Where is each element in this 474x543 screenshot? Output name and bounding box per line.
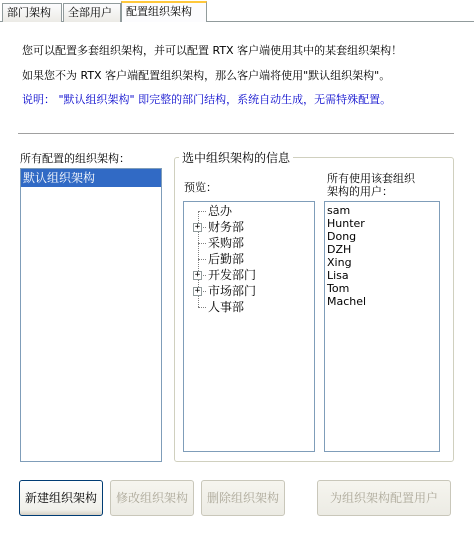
users-label-line-1: 所有使用该套组织 [327, 172, 415, 185]
preview-label: 预览： [184, 181, 217, 194]
intro-line-2: 如果您不为 RTX 客户端配置组织架构，那么客户端将使用"默认组织架构"。 [22, 69, 391, 82]
delete-structure-button[interactable]: 删除组织架构 [201, 480, 285, 516]
tab-strip [0, 0, 474, 22]
tree-node-label: 采购部 [208, 236, 245, 250]
structure-users-listbox[interactable] [324, 201, 440, 452]
user-item[interactable]: Machel [327, 295, 367, 308]
new-structure-button[interactable]: 新建组织架构 [19, 480, 103, 516]
tree-node-logistics[interactable] [188, 251, 308, 267]
info-group-title: 选中组织架构的信息 [179, 149, 293, 166]
user-item[interactable]: Lisa [327, 269, 349, 282]
tree-node-label: 后勤部 [208, 252, 245, 266]
structure-preview-tree[interactable] [183, 201, 315, 452]
tree-node-general-office[interactable] [188, 203, 308, 219]
tree-node-finance[interactable] [188, 219, 308, 235]
tree-node-hr[interactable] [188, 299, 308, 315]
expand-plus-icon[interactable]: + [194, 270, 201, 280]
tree-node-label: 市场部门 [208, 284, 257, 298]
tab-all-users[interactable]: 全部用户 [63, 3, 121, 22]
edit-structure-button[interactable]: 修改组织架构 [110, 480, 194, 516]
tree-node-label: 人事部 [208, 300, 245, 314]
assign-users-button[interactable]: 为组织架构配置用户 [317, 480, 451, 516]
structures-listbox[interactable] [20, 168, 162, 462]
intro-line-1: 您可以配置多套组织架构，并可以配置 RTX 客户端使用其中的某套组织架构！ [22, 44, 403, 57]
tree-node-label: 开发部门 [208, 268, 257, 282]
user-item[interactable]: Tom [327, 282, 350, 295]
users-label-line-2: 架构的用户： [327, 185, 393, 198]
structure-item-default[interactable]: 默认组织架构 [21, 169, 161, 187]
user-item[interactable]: Xing [327, 256, 352, 269]
tree-node-label: 总办 [208, 204, 233, 218]
expand-plus-icon[interactable]: + [194, 222, 201, 232]
user-item[interactable]: DZH [327, 243, 352, 256]
tab-department-structure[interactable]: 部门架构 [2, 3, 62, 22]
tree-node-label: 财务部 [208, 220, 245, 234]
tree-node-purchasing[interactable] [188, 235, 308, 251]
user-item[interactable]: Dong [327, 230, 357, 243]
section-divider [18, 133, 454, 135]
all-structures-label: 所有配置的组织架构： [20, 152, 130, 165]
intro-note: 说明： "默认组织架构" 即完整的部门结构，系统自动生成，无需特殊配置。 [22, 93, 392, 106]
tree-node-development[interactable] [188, 267, 308, 283]
tab-configure-structure[interactable]: 配置组织架构 [121, 1, 207, 22]
user-item[interactable]: sam [327, 204, 351, 217]
user-item[interactable]: Hunter [327, 217, 365, 230]
expand-plus-icon[interactable]: + [194, 286, 201, 296]
tree-node-marketing[interactable] [188, 283, 308, 299]
